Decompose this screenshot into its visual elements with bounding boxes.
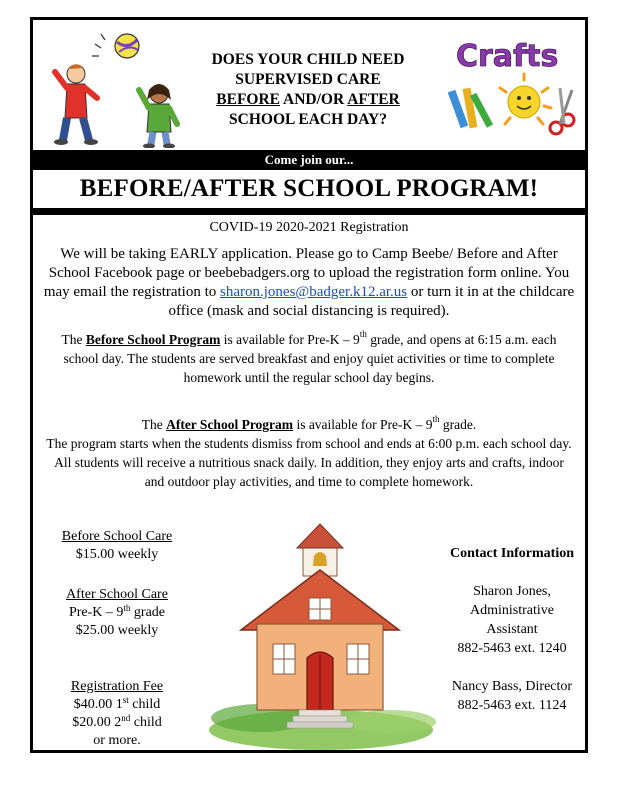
question-and-or: AND/OR <box>280 91 348 108</box>
fee1-suffix: child <box>128 697 161 712</box>
question-line-4: SCHOOL EACH DAY? <box>229 111 387 128</box>
registration-instructions <box>41 245 577 321</box>
crafts-logo-text: Crafts <box>456 39 559 74</box>
fee-first-child <box>37 696 197 714</box>
contact-name-1: Sharon Jones, <box>473 584 551 599</box>
program-title: BEFORE/AFTER SCHOOL PROGRAM! <box>79 175 539 202</box>
kids-playing-ball-illustration <box>41 28 201 148</box>
registration-fee-heading: Registration Fee <box>70 679 164 694</box>
after-care-heading: After School Care <box>66 587 168 602</box>
after-text-1: is available for Pre-K – 9 <box>293 417 433 432</box>
fee2-suffix: child <box>130 715 162 730</box>
after-program-description <box>43 415 575 491</box>
fee-or-more: or more. <box>93 733 141 748</box>
before-grade-sup: th <box>359 329 367 339</box>
contact-phone-1: 882-5463 ext. 1240 <box>457 641 567 656</box>
before-program-description <box>43 330 575 387</box>
contact-phone-2: 882-5463 ext. 1124 <box>457 698 567 713</box>
care-question <box>183 50 433 130</box>
after-text-2: grade. <box>439 417 477 432</box>
after-care-grades <box>37 604 197 622</box>
contact-name-2: Nancy Bass, Director <box>451 679 573 694</box>
before-text-1: is available for Pre-K – 9 <box>220 332 360 347</box>
registration-email-link[interactable]: sharon.jones@badger.k12.ar.us <box>220 284 408 300</box>
intro-text-2: or turn it in at the childcare office (mask and social distancing is required). <box>168 284 575 319</box>
question-line-3 <box>183 90 433 110</box>
crafts-logo <box>448 32 578 140</box>
before-care-heading: Before School Care <box>61 529 173 544</box>
question-after-word: AFTER <box>347 91 400 108</box>
after-grade-prefix: Pre-K – 9 <box>68 605 124 620</box>
after-grade-sup: th <box>432 414 440 424</box>
after-program-name: After School Program <box>166 417 294 432</box>
fee1-prefix: $40.00 1 <box>73 697 123 712</box>
after-prefix: The <box>141 417 167 432</box>
title-divider <box>33 208 585 215</box>
after-grade-sup: th <box>123 603 131 613</box>
come-join-banner: Come join our... <box>33 150 585 170</box>
question-line-2: SUPERVISED CARE <box>235 71 381 88</box>
flyer-frame <box>30 17 588 753</box>
fee2-prefix: $20.00 2 <box>72 715 122 730</box>
contact-title-1b: Assistant <box>486 622 538 637</box>
contact-title-1a: Administrative <box>470 603 554 618</box>
question-line-1: DOES YOUR CHILD NEED <box>211 51 405 68</box>
fee-second-child <box>37 714 197 732</box>
schoolhouse-illustration <box>201 518 441 753</box>
before-care-price: $15.00 weekly <box>75 547 159 562</box>
question-before-word: BEFORE <box>216 91 280 108</box>
before-program-name: Before School Program <box>85 332 221 347</box>
before-text-2: grade, and opens at 6:15 a.m. each school day. The students are served breakfast and enjoy quiet activities or time to complete homework until the regular school day begins. <box>63 332 557 385</box>
covid-registration-line: COVID-19 2020-2021 Registration <box>209 220 409 235</box>
before-prefix: The <box>61 332 86 347</box>
flyer-header <box>33 20 585 150</box>
fee1-sup: st <box>122 695 129 705</box>
contact-column <box>437 544 587 715</box>
pricing-column <box>37 528 197 750</box>
after-grade-suffix: grade <box>130 605 166 620</box>
after-text-3: The program starts when the students dismiss from school and ends at 6:00 p.m. each school day. All students will receive a nutritious snack daily. In addition, they enjoy arts and crafts, indoor and outdoor play activities, and time to complete homework. <box>46 436 572 489</box>
after-care-price: $25.00 weekly <box>75 623 159 638</box>
intro-text-1: We will be taking EARLY application. Please go to Camp Beebe/ Before and After School Facebook page or beebebadgers.org to upload the registration form online. You may email the registration to <box>43 246 570 300</box>
contact-heading: Contact Information <box>449 546 575 561</box>
fee2-sup: nd <box>121 713 131 723</box>
